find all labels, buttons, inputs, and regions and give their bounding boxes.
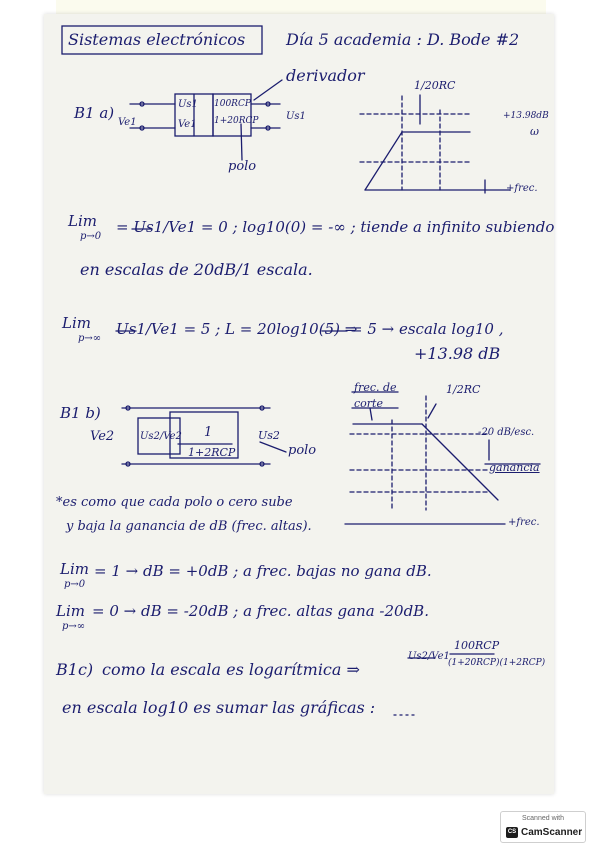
- note-lim3-sub: p→0: [64, 579, 86, 590]
- b1b-tf-num: 1: [204, 425, 213, 440]
- note-lim4-sub: p→∞: [62, 621, 86, 632]
- b1a-tf-den: 1+20RCP: [214, 116, 259, 126]
- b1a-polo: polo: [228, 159, 257, 174]
- note-lim3: Lim: [60, 560, 89, 578]
- b1a-frac-den: Ve1: [178, 119, 197, 130]
- note-lim3-rest: = 1 → dB = +0dB ; a frec. bajas no gana dB.: [94, 562, 432, 580]
- note-lim1-line2: en escalas de 20dB/1 escala.: [80, 260, 313, 279]
- note-lim1: Lim: [68, 212, 97, 230]
- note-lim2-tail: = 5 → escala log10 ,: [350, 320, 504, 338]
- note-lim4-rest: = 0 → dB = -20dB ; a frec. altas gana -20dB.: [92, 602, 429, 620]
- note-lim4: Lim: [56, 602, 85, 620]
- note-asterisk: *es como que cada polo o cero sube: [56, 495, 293, 510]
- b1c-text: como la escala es logarítmica ⇒: [102, 660, 360, 679]
- b1a-vin: Ve1: [118, 117, 137, 128]
- b1b-vout: Us2: [258, 429, 280, 442]
- camscanner-badge: [500, 811, 586, 843]
- b1b-frec-corte: frec. de corte: [354, 381, 397, 410]
- b1b-freq: +frec.: [508, 517, 540, 528]
- b1b-slope: -20 dB/esc.: [478, 427, 535, 438]
- note-lim1-rest: = Us1/Ve1 = 0 ; log10(0) = -∞ ; tiende a infinito subiendo: [116, 218, 555, 236]
- note-lim1-sub: p→0: [80, 231, 102, 242]
- b1b-vin: Ve2: [90, 429, 115, 444]
- badge-name: CamScanner: [521, 827, 583, 838]
- page-title: Sistemas electrónicos: [68, 30, 246, 49]
- b1b-corner: 1/2RC: [446, 383, 481, 396]
- b1a-plot-corner: 1/20RC: [414, 79, 456, 92]
- page-subtitle: Día 5 academia : D. Bode #2: [286, 30, 520, 49]
- b1b-tf-den: 1+2RCP: [188, 446, 236, 459]
- b1a-plot-axis: ω: [530, 125, 539, 138]
- b1b-tf-lhs: Us2/Ve2: [140, 431, 182, 442]
- b1b-polo: polo: [288, 443, 317, 458]
- b1b-label: B1 b): [60, 404, 101, 422]
- b1a-label: B1 a): [74, 104, 115, 122]
- b1a-vout: Us1: [286, 111, 306, 122]
- b1c-line2: en escala log10 es sumar las gráficas :: [62, 698, 376, 717]
- note-lim2-sub: p→∞: [78, 333, 102, 344]
- b1a-derivador: derivador: [286, 66, 365, 85]
- b1a-tf-num: 100RCP: [214, 99, 251, 109]
- note-lim2-rest: Us1/Ve1 = 5 ; L = 20log10(5) ⇒: [116, 320, 358, 338]
- b1b-ganancia: ganancia: [489, 461, 540, 474]
- b1a-plot-freq: +frec.: [506, 183, 538, 194]
- b1c-lhs: Us2/Ve1: [408, 651, 450, 662]
- b1a-plot-gain: +13.98dB: [503, 111, 549, 121]
- b1c-num: 100RCP: [454, 639, 500, 652]
- badge-top-text: Scanned with: [521, 815, 565, 822]
- note-asterisk2: y baja la ganancia de dB (frec. altas).: [66, 519, 312, 534]
- note-lim2: Lim: [62, 314, 91, 332]
- b1a-frac-num: Us1: [178, 99, 198, 110]
- b1c-label: B1c): [56, 660, 94, 679]
- camscanner-logo-icon: CS: [506, 827, 518, 838]
- b1c-den: (1+20RCP)(1+2RCP): [448, 658, 546, 668]
- note-lim2-db: +13.98 dB: [414, 344, 501, 363]
